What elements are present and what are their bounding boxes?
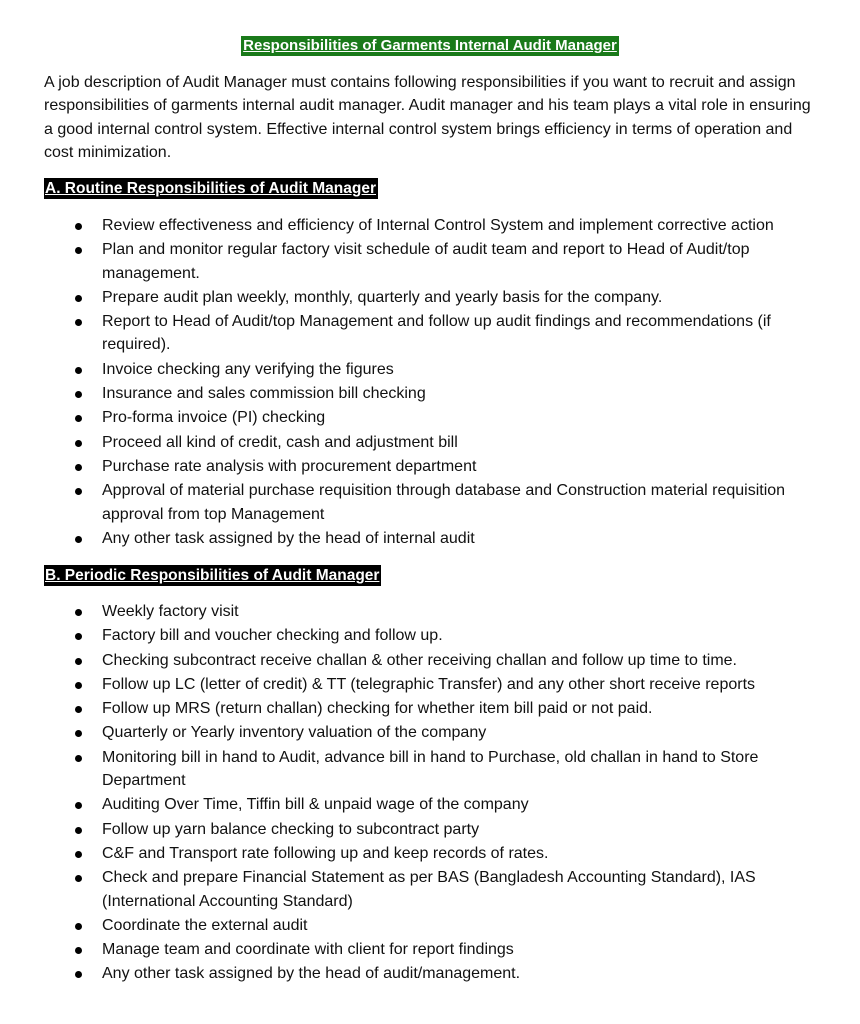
bullet-icon bbox=[75, 947, 82, 954]
list-item-text: C&F and Transport rate following up and keep records of rates. bbox=[102, 844, 549, 862]
list-item-text: Follow up MRS (return challan) checking for whether item bill paid or not paid. bbox=[102, 700, 653, 718]
bullet-icon bbox=[75, 536, 82, 543]
list-item-text: Auditing Over Time, Tiffin bill & unpaid wage of the company bbox=[102, 796, 529, 814]
title-wrap bbox=[0, 36, 860, 56]
list-item bbox=[44, 358, 814, 381]
bullet-icon bbox=[75, 730, 82, 737]
list-item-text: Pro-forma invoice (PI) checking bbox=[102, 409, 326, 427]
bullet-icon bbox=[75, 415, 82, 422]
list-item bbox=[44, 455, 814, 478]
list-item-text: Report to Head of Audit/top Management and follow up audit findings and recommendations (if required). bbox=[102, 313, 771, 354]
list-item bbox=[44, 818, 814, 841]
section-heading-periodic: B. Periodic Responsibilities of Audit Manager bbox=[45, 567, 380, 584]
bullet-icon bbox=[75, 706, 82, 713]
bullet-icon bbox=[75, 633, 82, 640]
list-item bbox=[44, 624, 814, 647]
list-item bbox=[44, 310, 814, 357]
list-item-text: Any other task assigned by the head of internal audit bbox=[102, 529, 475, 547]
list-item bbox=[44, 746, 814, 793]
list-item-text: Approval of material purchase requisition through database and Construction material requisition approval from top Management bbox=[102, 482, 786, 523]
list-item-text: Check and prepare Financial Statement as per BAS (Bangladesh Accounting Standard), IAS (International Accounting Standard) bbox=[102, 869, 756, 910]
bullet-icon bbox=[75, 682, 82, 689]
list-item-text: Checking subcontract receive challan & other receiving challan and follow up time to time. bbox=[102, 651, 737, 669]
list-item bbox=[44, 842, 814, 865]
list-item bbox=[44, 866, 814, 913]
list-item-text: Factory bill and voucher checking and follow up. bbox=[102, 627, 443, 645]
list-item bbox=[44, 649, 814, 672]
list-item bbox=[44, 431, 814, 454]
bullet-icon bbox=[75, 875, 82, 882]
list-item-text: Review effectiveness and efficiency of Internal Control System and implement corrective action bbox=[102, 217, 774, 234]
bullet-icon bbox=[75, 464, 82, 471]
list-item-text: Follow up yarn balance checking to subcontract party bbox=[102, 820, 480, 838]
list-item bbox=[44, 600, 814, 623]
list-item bbox=[44, 286, 814, 309]
bullet-icon bbox=[75, 367, 82, 374]
list-item-text: Manage team and coordinate with client for report findings bbox=[102, 941, 514, 959]
list-item bbox=[44, 238, 814, 285]
bullet-icon bbox=[75, 295, 82, 302]
document-title: Responsibilities of Garments Internal Audit Manager bbox=[243, 37, 617, 54]
list-item bbox=[44, 406, 814, 429]
list-item bbox=[44, 697, 814, 720]
list-item bbox=[44, 793, 814, 816]
list-item bbox=[44, 214, 814, 237]
bullet-icon bbox=[75, 609, 82, 616]
bullet-icon bbox=[75, 440, 82, 447]
periodic-responsibilities-list bbox=[44, 600, 814, 987]
list-item bbox=[44, 479, 814, 526]
list-item-text: Insurance and sales commission bill checking bbox=[102, 385, 426, 403]
bullet-icon bbox=[75, 391, 82, 398]
list-item bbox=[44, 962, 814, 985]
list-item-text: Follow up LC (letter of credit) & TT (telegraphic Transfer) and any other short receive reports bbox=[102, 675, 756, 693]
list-item-text: Invoice checking any verifying the figures bbox=[102, 360, 394, 378]
bullet-icon bbox=[75, 971, 82, 978]
list-item-text: Plan and monitor regular factory visit schedule of audit team and report to Head of Audit/top management. bbox=[102, 241, 750, 282]
bullet-icon bbox=[75, 802, 82, 809]
intro-paragraph: A job description of Audit Manager must contains following responsibilities if you want to recruit and assign responsibilities of garments internal audit manager. Audit manager and his team plays a vital role in ensuring a good internal control system. Effective internal control system brings efficiency in terms of operation and cost minimization. bbox=[44, 74, 811, 161]
list-item-text: Monitoring bill in hand to Audit, advance bill in hand to Purchase, old challan in hand to Store Department bbox=[102, 748, 759, 790]
routine-responsibilities-list bbox=[44, 214, 814, 551]
list-item-text: Purchase rate analysis with procurement department bbox=[102, 457, 477, 475]
bullet-icon bbox=[75, 755, 82, 762]
bullet-icon bbox=[75, 658, 82, 665]
bullet-icon bbox=[75, 827, 82, 834]
bullet-icon bbox=[75, 851, 82, 858]
bullet-icon bbox=[75, 247, 82, 254]
list-item bbox=[44, 382, 814, 405]
list-item-text: Prepare audit plan weekly, monthly, quarterly and yearly basis for the company. bbox=[102, 288, 663, 306]
bullet-icon bbox=[75, 223, 82, 230]
list-item-text: Any other task assigned by the head of audit/management. bbox=[102, 965, 521, 983]
bullet-icon bbox=[75, 923, 82, 930]
list-item bbox=[44, 527, 814, 550]
list-item bbox=[44, 938, 814, 961]
list-item-text: Proceed all kind of credit, cash and adjustment bill bbox=[102, 433, 458, 451]
list-item bbox=[44, 721, 814, 744]
list-item bbox=[44, 914, 814, 937]
list-item-text: Weekly factory visit bbox=[102, 603, 239, 620]
list-item-text: Quarterly or Yearly inventory valuation of the company bbox=[102, 724, 487, 742]
bullet-icon bbox=[75, 488, 82, 495]
bullet-icon bbox=[75, 319, 82, 326]
list-item-text: Coordinate the external audit bbox=[102, 916, 308, 934]
section-heading-routine: A. Routine Responsibilities of Audit Manager bbox=[45, 180, 376, 197]
list-item bbox=[44, 673, 814, 696]
